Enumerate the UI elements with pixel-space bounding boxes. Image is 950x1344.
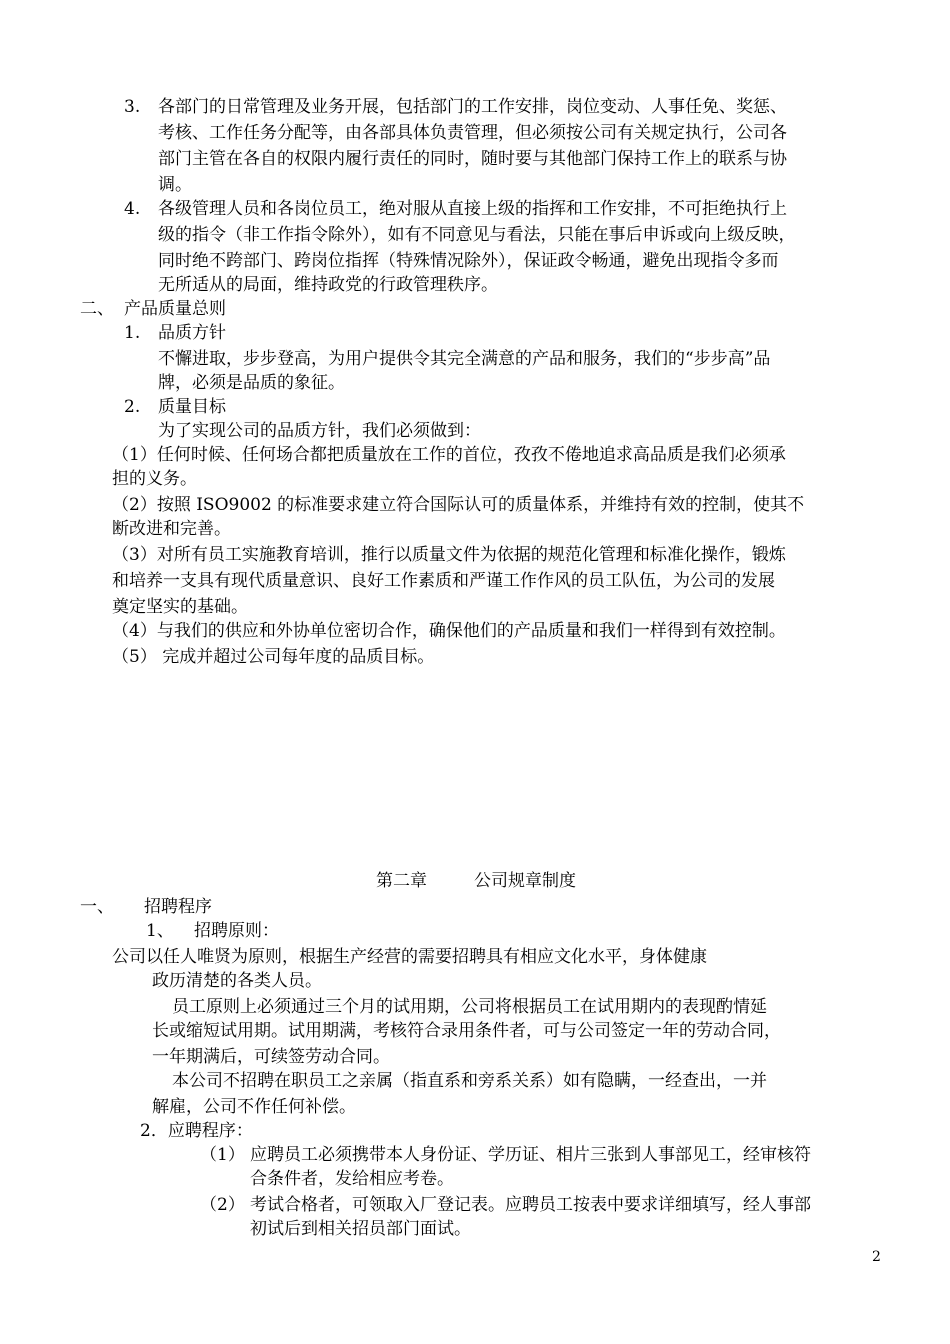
principle-a-line-2: 政历清楚的各类人员。 — [152, 971, 322, 991]
procedure-1-line-1: 应聘员工必须携带本人身份证、学历证、相片三张到人事部见工，经审核符 — [250, 1145, 811, 1165]
quality-goals-intro: 为了实现公司的品质方针，我们必须做到： — [158, 421, 481, 441]
page-number: 2 — [872, 1249, 881, 1265]
sub-1-number: 1. — [124, 323, 141, 343]
item-3-number: 3. — [124, 97, 141, 117]
goal-2-line-1: （2）按照 ISO9002 的标准要求建立符合国际认可的质量体系，并维持有效的控制，使其不 — [112, 495, 805, 515]
section-2-title: 产品质量总则 — [124, 299, 226, 319]
procedure-2-line-1: 考试合格者，可领取入厂登记表。应聘员工按表中要求详细填写，经人事部 — [250, 1195, 811, 1215]
principle-b-line-1: 员工原则上必须通过三个月的试用期，公司将根据员工在试用期内的表现酌情延 — [172, 997, 767, 1017]
goal-2-line-2: 断改进和完善。 — [112, 519, 231, 539]
chapter-title: 公司规章制度 — [474, 871, 576, 891]
goal-3-line-2: 和培养一支具有现代质量意识、良好工作素质和严谨工作作风的员工队伍，为公司的发展 — [112, 571, 775, 591]
goal-4: （4）与我们的供应和外协单位密切合作，确保他们的产品质量和我们一样得到有效控制。 — [112, 621, 786, 641]
item-4-line-1: 各级管理人员和各岗位员工，绝对服从直接上级的指挥和工作安排，不可拒绝执行上 — [158, 199, 787, 219]
principle-c-line-2: 解雇，公司不作任何补偿。 — [152, 1097, 356, 1117]
item-3-line-1: 各部门的日常管理及业务开展，包括部门的工作安排，岗位变动、人事任免、奖惩、 — [158, 97, 787, 117]
quality-policy-line-2: 牌，必须是品质的象征。 — [158, 373, 345, 393]
item-3-line-2: 考核、工作任务分配等，由各部具体负责管理，但必须按公司有关规定执行，公司各 — [158, 123, 787, 143]
principle-number: 1、 — [146, 921, 174, 941]
principle-b-line-3: 一年期满后，可续签劳动合同。 — [152, 1047, 390, 1067]
goal-1-line-1: （1）任何时候、任何场合都把质量放在工作的首位，孜孜不倦地追求高品质是我们必须承 — [112, 445, 786, 465]
item-3-line-4: 调。 — [158, 175, 192, 195]
quality-policy-line-1: 不懈进取，步步登高，为用户提供令其完全满意的产品和服务，我们的“步步高”品 — [158, 349, 771, 369]
principle-c-line-1: 本公司不招聘在职员工之亲属（指直系和旁系关系）如有隐瞒，一经查出，一并 — [172, 1071, 767, 1091]
goal-3-line-3: 奠定坚实的基础。 — [112, 597, 248, 617]
goal-3-line-1: （3）对所有员工实施教育培训，推行以质量文件为依据的规范化管理和标准化操作，锻炼 — [112, 545, 786, 565]
goal-5: （5） 完成并超过公司每年度的品质目标。 — [112, 647, 435, 667]
sub-2-title: 质量目标 — [158, 397, 226, 417]
item-3-line-3: 部门主管在各自的权限内履行责任的同时，随时要与其他部门保持工作上的联系与协 — [158, 149, 787, 169]
principle-title: 招聘原则： — [194, 921, 279, 941]
chapter-section-1-number: 一、 — [80, 897, 114, 917]
goal-1-line-2: 担的义务。 — [112, 469, 197, 489]
item-4-line-4: 无所适从的局面，维持政党的行政管理秩序。 — [158, 275, 498, 295]
procedure-2-number: （2） — [200, 1195, 245, 1215]
principle-a-line-1: 公司以任人唯贤为原则，根据生产经营的需要招聘具有相应文化水平，身体健康 — [112, 947, 707, 967]
principle-b-line-2: 长或缩短试用期。试用期满，考核符合录用条件者，可与公司签定一年的劳动合同， — [152, 1021, 781, 1041]
item-4-line-3: 同时绝不跨部门、跨岗位指挥（特殊情况除外），保证政令畅通，避免出现指令多而 — [158, 251, 779, 271]
item-4-number: 4. — [124, 199, 141, 219]
chapter-section-1-title: 招聘程序 — [144, 897, 212, 917]
sub-2-number: 2. — [124, 397, 141, 417]
application-procedure-title: 2．应聘程序： — [140, 1121, 253, 1141]
sub-1-title: 品质方针 — [158, 323, 226, 343]
chapter-label: 第二章 — [376, 871, 427, 891]
item-4-line-2: 级的指令（非工作指令除外），如有不同意见与看法，只能在事后申诉或向上级反映， — [158, 225, 796, 245]
procedure-2-line-2: 初试后到相关招员部门面试。 — [250, 1219, 471, 1239]
section-2-number: 二、 — [80, 299, 114, 319]
procedure-1-line-2: 合条件者，发给相应考卷。 — [250, 1169, 454, 1189]
procedure-1-number: （1） — [200, 1145, 245, 1165]
